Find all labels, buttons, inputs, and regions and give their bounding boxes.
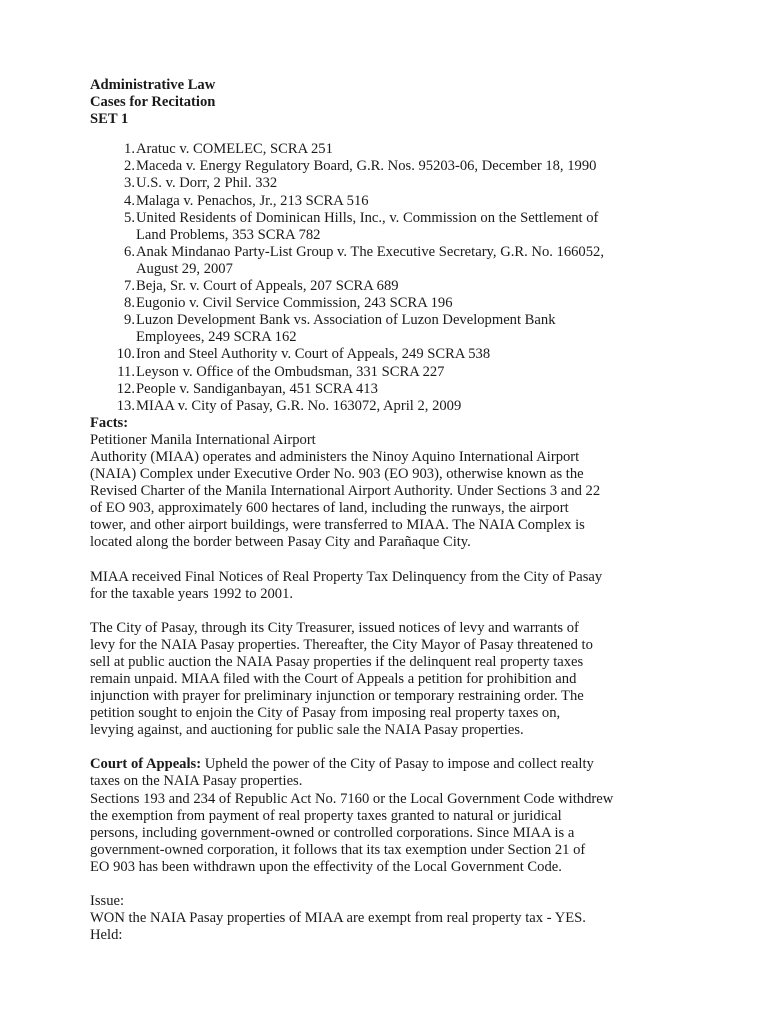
paragraph-line: EO 903 has been withdrawn upon the effectivity of the Local Government Code.	[90, 858, 562, 875]
paragraph-line: tower, and other airport buildings, were transferred to MIAA. The NAIA Complex is	[90, 517, 585, 534]
case-citation	[136, 312, 667, 346]
case-citation	[136, 398, 667, 415]
case-number: 10.	[116, 346, 135, 363]
paragraph-line: government-owned corporation, it follows that its tax exemption under Section 21 of	[90, 841, 586, 858]
case-citation	[136, 364, 667, 381]
case-number: 7.	[124, 278, 135, 295]
case-citation-line: Employees, 249 SCRA 162	[136, 329, 297, 346]
case-number: 1.	[124, 141, 135, 158]
paragraph-line: Sections 193 and 234 of Republic Act No. 7160 or the Local Government Code withdrew	[90, 790, 614, 807]
case-number: 12.	[116, 380, 135, 397]
case-citation-line: MIAA v. City of Pasay, G.R. No. 163072, April 2, 2009	[136, 397, 462, 414]
case-number: 6.	[124, 243, 135, 260]
case-citation	[136, 141, 667, 158]
paragraph-line: the exemption from payment of real property taxes granted to natural or juridical	[90, 807, 562, 824]
court-of-appeals-label: Court of Appeals:	[90, 756, 202, 773]
paragraph-gap	[90, 603, 690, 620]
paragraph-line: levying against, and auctioning for public sale the NAIA Pasay properties.	[90, 722, 524, 739]
case-citation-line: Maceda v. Energy Regulatory Board, G.R. Nos. 95203-06, December 18, 1990	[136, 158, 597, 175]
paragraph-line: MIAA received Final Notices of Real Property Tax Delinquency from the City of Pasay	[90, 568, 603, 585]
course-title: Administrative Law	[90, 77, 216, 93]
case-item	[90, 364, 690, 381]
case-item	[90, 346, 690, 363]
case-citation	[136, 346, 667, 363]
case-citation-line: Leyson v. Office of the Ombudsman, 331 SCRA 227	[136, 363, 445, 380]
case-item	[90, 175, 690, 192]
facts-label: Facts:	[90, 414, 129, 431]
case-number: 13.	[116, 397, 135, 414]
case-number: 2.	[124, 158, 135, 175]
paragraph-line: persons, including government-owned or controlled corporations. Since MIAA is a	[90, 824, 575, 841]
case-number: 4.	[124, 192, 135, 209]
paragraph-gap	[90, 739, 690, 756]
case-citation-line: U.S. v. Dorr, 2 Phil. 332	[136, 175, 278, 192]
paragraph-gap	[90, 552, 690, 569]
court-of-appeals-section	[90, 756, 690, 876]
case-citation-line: Aratuc v. COMELEC, SCRA 251	[136, 141, 333, 158]
case-citation-line: Malaga v. Penachos, Jr., 213 SCRA 516	[136, 192, 369, 209]
case-citation-line: Beja, Sr. v. Court of Appeals, 207 SCRA 689	[136, 278, 399, 295]
case-item	[90, 193, 690, 210]
document-heading	[90, 77, 690, 128]
paragraph-line: remain unpaid. MIAA filed with the Court of Appeals a petition for prohibition and	[90, 671, 577, 687]
case-item	[90, 210, 690, 244]
case-citation	[136, 295, 667, 312]
case-citation-line: Luzon Development Bank vs. Association of Luzon Development Bank	[136, 312, 556, 329]
case-item	[90, 295, 690, 312]
facts-section	[90, 415, 690, 740]
held-section	[90, 927, 690, 944]
paragraph-line: for the taxable years 1992 to 2001.	[90, 585, 294, 602]
case-citation-line: Iron and Steel Authority v. Court of Appeals, 249 SCRA 538	[136, 346, 491, 363]
case-citation	[136, 244, 667, 278]
case-item	[90, 244, 690, 278]
case-citation	[136, 381, 667, 398]
paragraph-gap	[90, 876, 690, 893]
case-citation-line: Land Problems, 353 SCRA 782	[136, 226, 321, 243]
paragraph-line: (NAIA) Complex under Executive Order No. 903 (EO 903), otherwise known as the	[90, 466, 584, 483]
paragraph-line: Petitioner Manila International Airport	[90, 431, 316, 448]
held-label: Held:	[90, 927, 123, 944]
case-list	[90, 141, 690, 415]
case-citation-line: People v. Sandiganbayan, 451 SCRA 413	[136, 380, 378, 397]
paragraph-line: The City of Pasay, through its City Treasurer, issued notices of levy and warrants of	[90, 619, 579, 636]
set-label: SET 1	[90, 111, 129, 128]
case-citation-line: August 29, 2007	[136, 260, 233, 277]
paragraph-line: sell at public auction the NAIA Pasay properties if the delinquent real property taxes	[90, 653, 584, 670]
issue-label: Issue:	[90, 893, 125, 910]
paragraph-line: Revised Charter of the Manila International Airport Authority. Under Sections 3 and 22	[90, 483, 601, 500]
case-item	[90, 141, 690, 158]
document-body	[90, 77, 690, 944]
case-number: 9.	[124, 312, 135, 329]
paragraph-line: petition sought to enjoin the City of Pasay from imposing real property taxes on,	[90, 705, 561, 722]
case-citation-line: Anak Mindanao Party-List Group v. The Executive Secretary, G.R. No. 166052,	[136, 243, 604, 260]
case-citation	[136, 175, 667, 192]
case-citation	[136, 210, 667, 244]
paragraph-line: Authority (MIAA) operates and administers the Ninoy Aquino International Airport	[90, 448, 580, 465]
case-item	[90, 398, 690, 415]
case-citation	[136, 158, 667, 175]
document-subtitle: Cases for Recitation	[90, 94, 216, 111]
paragraph-line: located along the border between Pasay City and Parañaque City.	[90, 534, 471, 551]
facts-paragraph-2	[90, 569, 690, 603]
case-citation	[136, 278, 667, 295]
case-item	[90, 278, 690, 295]
paragraph-line: of EO 903, approximately 600 hectares of land, including the runways, the airport	[90, 500, 569, 517]
case-citation	[136, 193, 667, 210]
court-of-appeals-first-line	[90, 756, 690, 773]
court-of-appeals-first-line-text: Upheld the power of the City of Pasay to impose and collect realty	[201, 756, 594, 773]
case-citation-line: Eugonio v. Civil Service Commission, 243 SCRA 196	[136, 295, 453, 312]
case-number: 8.	[124, 295, 135, 312]
case-item	[90, 158, 690, 175]
paragraph-line: levy for the NAIA Pasay properties. Thereafter, the City Mayor of Pasay threatened to	[90, 636, 593, 653]
facts-paragraph-3	[90, 620, 690, 740]
case-number: 11.	[117, 363, 135, 380]
case-item	[90, 312, 690, 346]
case-item	[90, 381, 690, 398]
case-number: 5.	[124, 209, 135, 226]
paragraph-line: injunction with prayer for preliminary injunction or temporary restraining order. The	[90, 688, 584, 705]
paragraph-line: taxes on the NAIA Pasay properties.	[90, 773, 303, 790]
facts-paragraph-1	[90, 432, 690, 552]
case-citation-line: United Residents of Dominican Hills, Inc., v. Commission on the Settlement of	[136, 209, 599, 226]
issue-section	[90, 893, 690, 927]
court-of-appeals-paragraph	[90, 773, 690, 876]
issue-text: WON the NAIA Pasay properties of MIAA are exempt from real property tax - YES.	[90, 910, 586, 927]
case-number: 3.	[124, 175, 135, 192]
